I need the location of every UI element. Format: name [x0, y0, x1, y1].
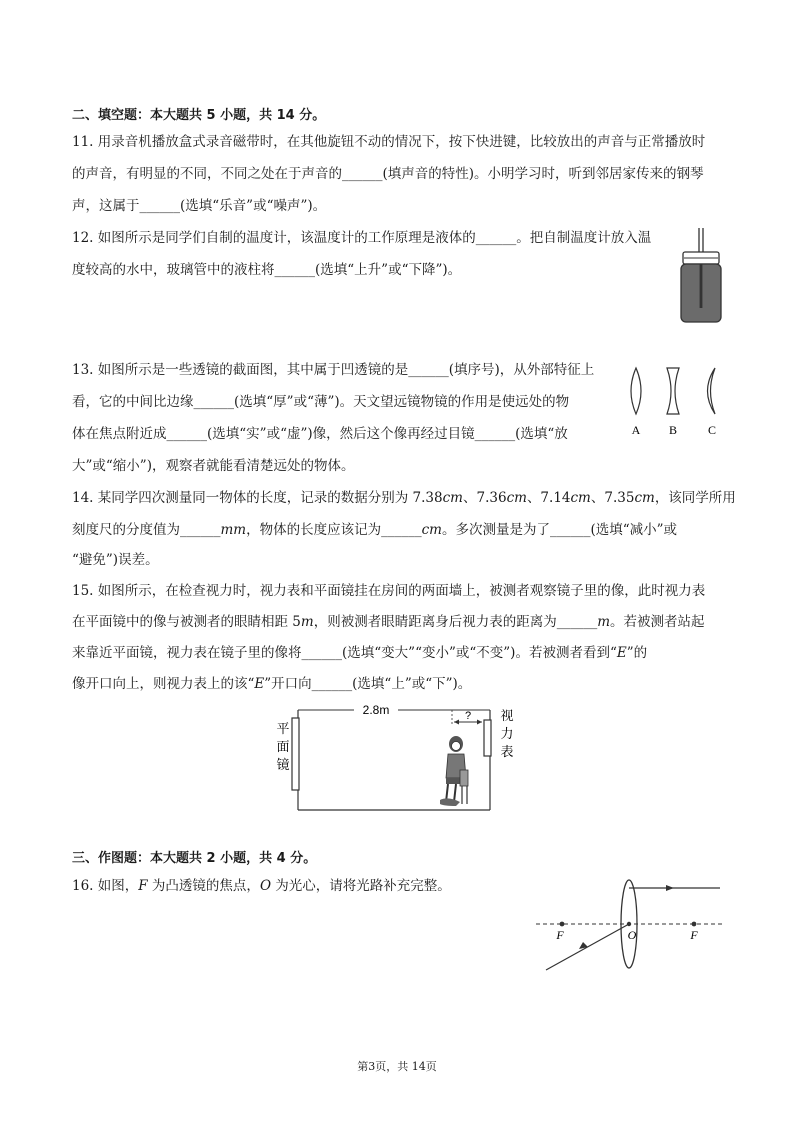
outgoing-ray-arrow	[666, 885, 674, 891]
q13-line-2: 看，它的中间比边缘______(选填“厚”或“薄”)。天文望远镜物镜的作用是使远处的物	[72, 394, 570, 410]
section-title-drawing: 三、作图题：本大题共 2 小题，共 4 分。	[72, 851, 317, 866]
lens-label-a: A	[631, 423, 641, 437]
lens-a-convex	[631, 368, 641, 414]
chart-label-char-3: 表	[500, 745, 514, 760]
eye-chart	[484, 720, 491, 756]
q15-line-1: 15. 如图所示，在检查视力时，视力表和平面镜挂在房间的两面墙上，被测者观察镜子里的像，此时视力表	[72, 583, 706, 599]
q14-line-3: “避免”)误差。	[72, 552, 159, 568]
lens-label-c: C	[707, 423, 717, 437]
q15-line-3: 来靠近平面镜，视力表在镜子里的像将______(选填“变大”“变小”或“不变”)。若被测者看到“E”的	[72, 645, 648, 661]
eye-test-room-figure	[270, 698, 520, 816]
focus-right-label: F	[690, 928, 698, 942]
lens-label-b: B	[668, 423, 678, 437]
plane-mirror	[292, 718, 299, 790]
unknown-distance-label: ?	[464, 710, 472, 722]
q13-line-3: 体在焦点附近成______(选填“实”或“虚”)像，然后这个像再经过目镜______(选填“放	[72, 426, 568, 442]
q14-line-2: 刻度尺的分度值为______mm，物体的长度应该记为______cm。多次测量是为了______(选填“减小”或	[72, 522, 678, 538]
page-footer: 第3页，共 14页	[357, 1060, 437, 1073]
lens-c-meniscus	[708, 368, 716, 414]
lens-cross-sections-figure	[620, 364, 724, 440]
q15-line-4: 像开口向上，则视力表上的该“E”开口向______(选填“上”或“下”)。	[72, 676, 472, 692]
optical-center-label: O	[627, 928, 637, 942]
q13-line-1: 13. 如图所示是一些透镜的截面图，其中属于凹透镜的是______(填序号)，从外部特征上	[72, 362, 595, 378]
focus-right-dot	[692, 922, 697, 927]
q12-line-1: 12. 如图所示是同学们自制的温度计，该温度计的工作原理是液体的______。把自制温度计放入温	[72, 230, 652, 246]
q14-line-1: 14. 某同学四次测量同一物体的长度，记录的数据分别为 7.38cm、7.36cm、7.14cm、7.35cm，该同学所用	[72, 490, 736, 506]
distance-label: 2.8m	[362, 703, 390, 717]
q12-line-2: 度较高的水中，玻璃管中的液柱将______(选填“上升”或“下降”)。	[72, 262, 462, 278]
mirror-label-char-2: 面	[276, 740, 290, 755]
mirror-label-char-1: 平	[276, 722, 290, 737]
convex-lens-ray-figure	[536, 876, 722, 974]
q11-line-3: 声，这属于______(选填“乐音”或“噪声”)。	[72, 198, 327, 214]
chart-label-char-1: 视	[500, 709, 514, 724]
chart-label-char-2: 力	[500, 727, 514, 742]
q11-line-1: 11. 用录音机播放盒式录音磁带时，在其他旋钮不动的情况下，按下快进键，比较放出的声音与正常播放时	[72, 134, 706, 150]
q11-line-2: 的声音，有明显的不同，不同之处在于声音的______(填声音的特性)。小明学习时，听到邻居家传来的钢琴	[72, 166, 704, 182]
focus-left-dot	[560, 922, 565, 927]
seated-person	[440, 736, 468, 806]
thermometer-figure	[676, 226, 726, 326]
lens-b-concave	[667, 368, 679, 414]
mirror-label-char-3: 镜	[276, 758, 290, 773]
q15-line-2: 在平面镜中的像与被测者的眼睛相距 5m，则被测者眼睛距离身后视力表的距离为______m。若被测者站起	[72, 614, 705, 630]
q13-line-4: 大”或“缩小”)，观察者就能看清楚远处的物体。	[72, 458, 355, 474]
focus-left-label: F	[556, 928, 564, 942]
q16-line-1: 16. 如图，F 为凸透镜的焦点，O 为光心，请将光路补充完整。	[72, 878, 451, 894]
liquid-column	[700, 264, 703, 308]
section-title-fill-in: 二、填空题：本大题共 5 小题，共 14 分。	[72, 108, 326, 123]
